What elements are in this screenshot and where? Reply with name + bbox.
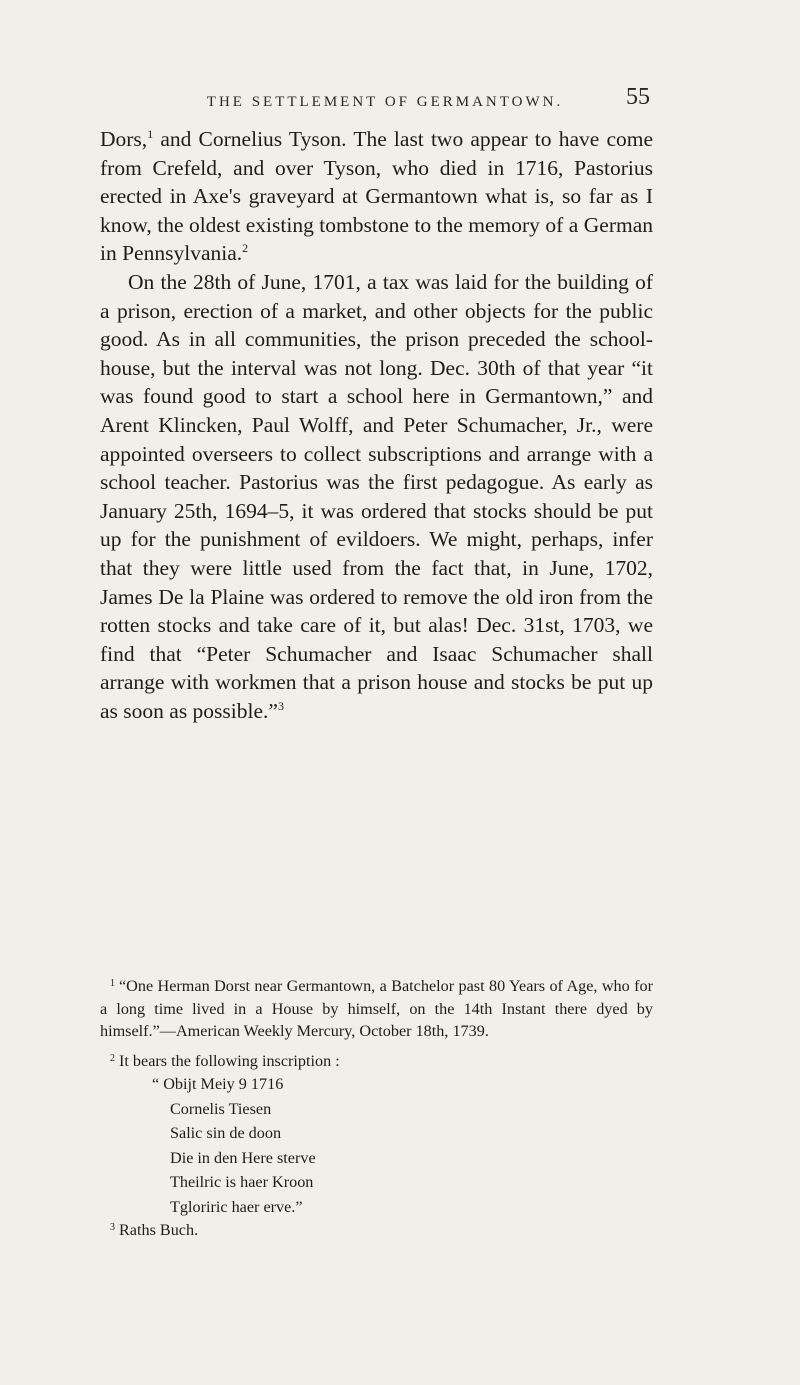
footnote-ref-3: 3 (277, 698, 284, 713)
footnote-text-1: “One Herman Dorst near Germantown, a Batchelor past 80 Years of Age, who for a long time lived in a House by himself, on the 14th Instant there dyed by himself.”—American Weekly Mercury, October 18th, 1739. (100, 977, 653, 1041)
footnote-2 (100, 1050, 653, 1220)
footnote-mark-2: 2 (110, 1052, 115, 1064)
tombstone-inscription (142, 1072, 653, 1219)
footnote-text-3: Raths Buch. (119, 1221, 199, 1240)
footnote-3 (100, 1219, 653, 1242)
footnote-ref-2: 2 (242, 241, 249, 256)
inscription-line: Cornelis Tiesen (170, 1099, 272, 1118)
footnotes (100, 975, 653, 1242)
paragraph-1-lead: Dors, (100, 127, 148, 151)
paragraph-2 (100, 268, 653, 726)
paragraph-1 (100, 125, 653, 268)
inscription-line: Salic sin de doon (170, 1124, 282, 1143)
inscription-line: “ Obijt Meiy 9 1716 (152, 1075, 284, 1094)
page-number: 55 (626, 84, 650, 110)
running-head: THE SETTLEMENT OF GERMANTOWN. (206, 94, 564, 110)
footnote-mark-3: 3 (110, 1222, 115, 1234)
inscription-line: Die in den Here sterve (170, 1148, 316, 1167)
paragraph-1-text: and Cornelius Tyson. The last two appear to have come from Crefeld, and over Tyson, who died in 1716, Pastorius erected in Axe's graveyard at Germantown what is, so far as I know, the oldest existing tombstone to the memory of a German in Pennsylvania. (100, 127, 653, 266)
inscription-line: Tgloriric haer erve.” (170, 1197, 303, 1216)
inscription-line: Theilric is haer Kroon (170, 1173, 314, 1192)
footnote-1 (100, 975, 653, 1043)
paragraph-2-text: On the 28th of June, 1701, a tax was laid for the building of a prison, erection of a market, and other objects for the public good. As in all communities, the prison preceded the school-house, but the interval was not long. Dec. 30th of that year “it was found good to start a school here in Germantown,” and Arent Klincken, Paul Wolff, and Peter Schumacher, Jr., were appointed overseers to collect subscriptions and arrange with a school teacher. Pastorius was the first pedagogue. As early as January 25th, 1694–5, it was ordered that stocks should be put up for the punishment of evildoers. We might, perhaps, infer that they were little used from the fact that, in June, 1702, James De la Plaine was ordered to remove the old iron from the rotten stocks and take care of it, but alas! Dec. 31st, 1703, we find that “Peter Schumacher and Isaac Schumacher shall arrange with workmen that a prison house and stocks be put up as soon as possible.” (100, 269, 653, 723)
footnote-text-2: It bears the following inscription : (119, 1051, 340, 1070)
footnote-mark-1: 1 (110, 978, 115, 989)
body-text (100, 125, 653, 725)
footnote-ref-1: 1 (147, 127, 154, 141)
